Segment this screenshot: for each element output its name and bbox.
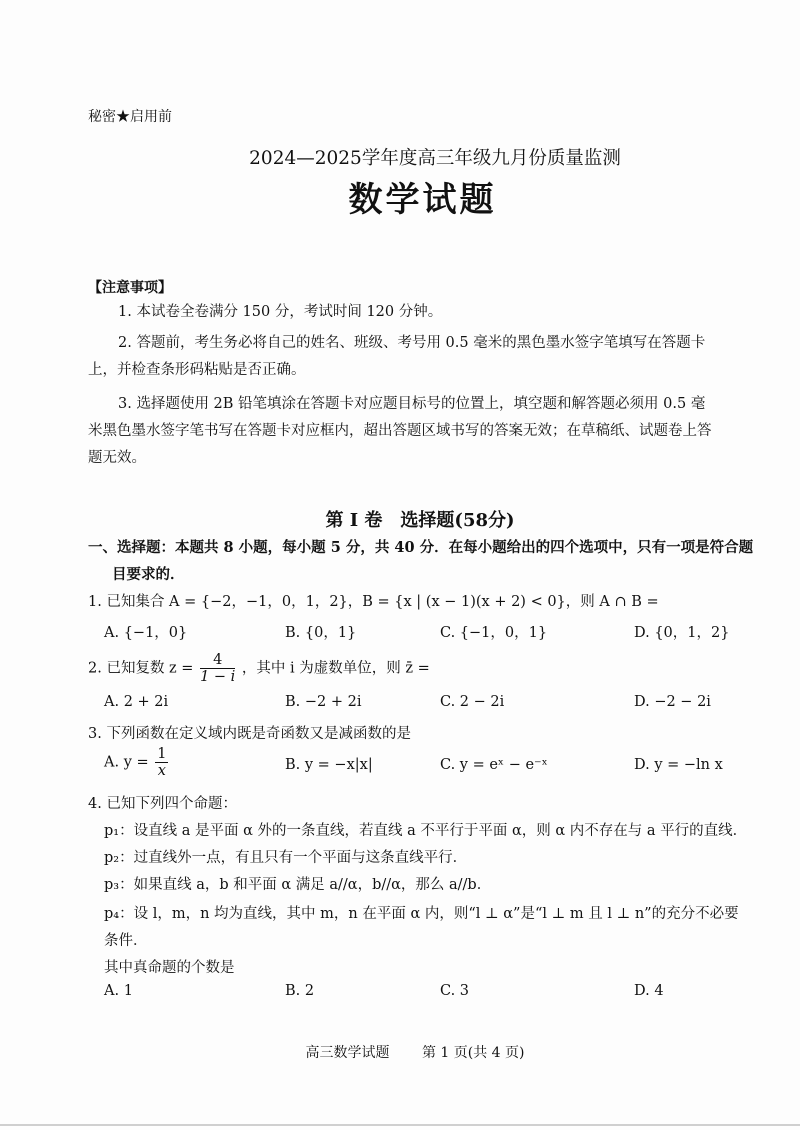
question-2-option-b: B. −2 + 2i [285, 694, 362, 710]
question-4-proposition-p2: p₂：过直线外一点，有且只有一个平面与这条直线平行． [104, 850, 468, 866]
question-4-proposition-p4-line2: 条件． [104, 933, 148, 949]
notice-item-3-line3: 题无效。 [88, 450, 146, 466]
question-2-option-d: D. −2 − 2i [634, 694, 711, 710]
question-4-option-c: C. 3 [440, 983, 470, 999]
section-1-line2: 目要求的． [112, 566, 185, 583]
question-4-prompt: 其中真命题的个数是 [104, 960, 235, 976]
section-1-instructions [88, 534, 768, 588]
exam-title: 数学试题 [348, 180, 497, 220]
question-3-option-a-fraction [155, 746, 168, 779]
question-1-stem: 1. 已知集合 A = {−2，−1，0，1，2}，B = {x | (x − 1)(x + 2) < 0}，则 A ∩ B = [88, 594, 659, 610]
question-4-option-b: B. 2 [285, 983, 315, 999]
notice-item-1 [88, 299, 760, 326]
confidential-label: 秘密★启用前 [88, 109, 172, 125]
question-2-denominator: 1 − i [200, 669, 236, 685]
question-1-option-a: A. {−1，0} [104, 625, 188, 641]
notice-item-3-line1: 3. 选择题使用 2B 铅笔填涂在答题卡对应题目标号的位置上，填空题和解答题必须用 0.5 毫 [118, 396, 706, 412]
question-4-option-d: D. 4 [634, 983, 664, 999]
question-3-option-d: D. y = −ln x [634, 757, 723, 773]
question-4-stem: 4. 已知下列四个命题： [88, 796, 237, 812]
question-3-stem: 3. 下列函数在定义域内既是奇函数又是减函数的是 [88, 726, 411, 742]
notice-item-3 [88, 391, 760, 472]
footer-exam-name: 高三数学试题 [305, 1045, 390, 1061]
question-4-option-a: A. 1 [104, 983, 133, 999]
question-2-fraction [200, 652, 235, 685]
question-2-numerator: 4 [200, 652, 235, 669]
question-2-suffix: ，其中 i 为虚数单位，则 z̄ = [241, 660, 430, 677]
page-footer [0, 1042, 800, 1062]
question-3-option-a [104, 746, 170, 779]
question-2-option-c: C. 2 − 2i [440, 694, 505, 710]
section-1-line1: 一、选择题：本题共 8 小题，每小题 5 分，共 40 分．在每小题给出的四个选项中，只有一项是符合题 [88, 539, 754, 556]
question-3-option-a-numerator: 1 [157, 746, 167, 762]
question-2-stem [88, 652, 430, 685]
question-1-option-c: C. {−1，0，1} [440, 625, 548, 641]
exam-subtitle: 2024—2025学年度高三年级九月份质量监测 [249, 148, 621, 169]
part-1-title: 第 Ⅰ 卷 选择题(58分) [325, 510, 515, 531]
notice-item-2-line2: 上，并检查条形码粘贴是否正确。 [88, 362, 306, 378]
notice-item-2 [88, 330, 760, 384]
question-1-option-d: D. {0，1，2} [634, 625, 730, 641]
question-4-proposition-p4-line1: p₄：设 l，m，n 均为直线，其中 m，n 在平面 α 内，则“l ⊥ α”是“l ⊥ m 且 l ⊥ n”的充分不必要 [104, 906, 739, 922]
page-bottom-divider [0, 1124, 800, 1126]
question-1-option-b: B. {0，1} [285, 625, 357, 641]
notice-heading: 【注意事项】 [88, 280, 172, 296]
question-2-option-a: A. 2 + 2i [104, 694, 169, 710]
question-3-option-a-prefix: A. y = [104, 754, 149, 771]
question-4-proposition-p3: p₃：如果直线 a，b 和平面 α 满足 a//α，b//α，那么 a//b． [104, 877, 492, 893]
question-3-option-a-denominator: x [157, 763, 166, 779]
question-2-prefix: 2. 已知复数 z = [88, 660, 194, 677]
footer-page-info: 第 1 页(共 4 页) [421, 1045, 525, 1061]
question-3-option-c: C. y = eˣ − e⁻ˣ [440, 757, 548, 773]
notice-item-2-line1: 2. 答题前，考生务必将自己的姓名、班级、考号用 0.5 毫米的黑色墨水签字笔填写在答题卡 [118, 335, 706, 351]
question-3-option-b: B. y = −x|x| [285, 757, 373, 773]
notice-item-1-text: 1. 本试卷全卷满分 150 分，考试时间 120 分钟。 [118, 304, 443, 320]
notice-item-3-line2: 米黑色墨水签字笔书写在答题卡对应框内，超出答题区域书写的答案无效；在草稿纸、试题卷上答 [88, 423, 712, 439]
question-4-proposition-p1: p₁：设直线 a 是平面 α 外的一条直线，若直线 a 不平行于平面 α，则 α 内不存在与 a 平行的直线． [104, 823, 748, 839]
